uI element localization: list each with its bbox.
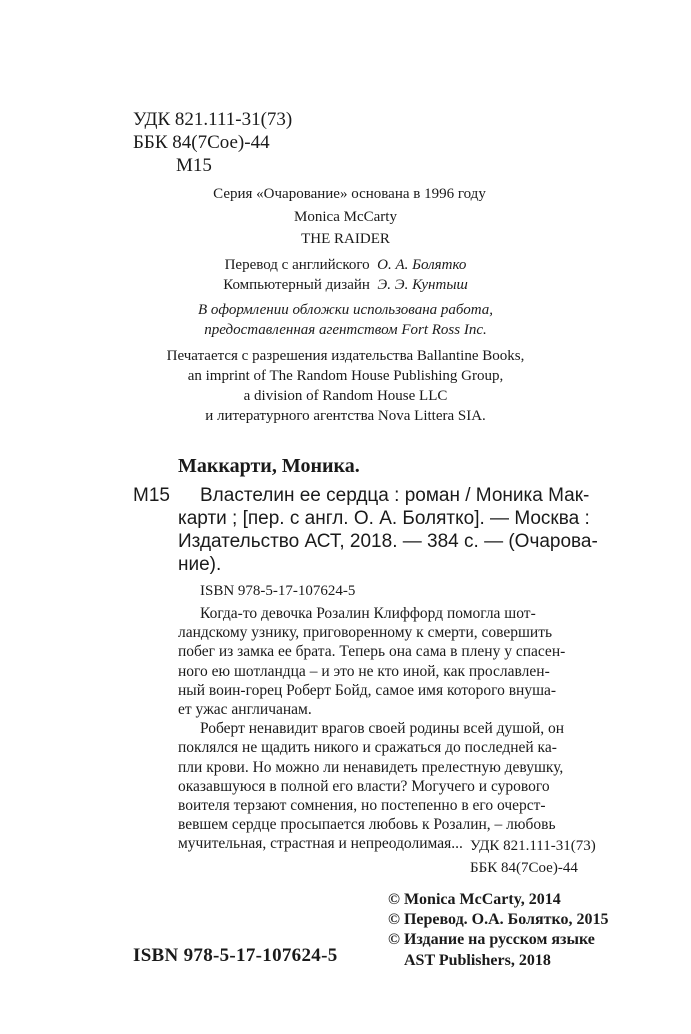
series-line: Серия «Очарование» основана в 1996 году bbox=[213, 186, 486, 202]
author-sign-code: М15 bbox=[176, 155, 212, 176]
annotation-p1-l5: ный воин-горец Роберт Бойд, самое имя которого внуша- bbox=[178, 681, 557, 699]
bbk-code: ББК 84(7Сое)-44 bbox=[133, 132, 270, 153]
entry-line-1: Властелин ее сердца : роман / Моника Мак- bbox=[200, 485, 590, 506]
annotation-p2-l2: поклялся не щадить никого и сражаться до последней ка- bbox=[178, 739, 557, 757]
isbn-large: ISBN 978-5-17-107624-5 bbox=[133, 945, 338, 966]
original-author: Monica McCarty bbox=[294, 209, 397, 225]
annotation-p2-l5: воителя терзают сомнения, но постепенно в его очерст- bbox=[178, 797, 546, 815]
annotation-p1-l3: побег из замка ее брата. Теперь она сама в плену у спасен- bbox=[178, 643, 566, 661]
entry-isbn: ISBN 978-5-17-107624-5 bbox=[200, 583, 356, 599]
entry-line-4: ние). bbox=[178, 554, 222, 575]
annotation-p2-l3: пли крови. Но можно ли ненавидеть прелестную девушку, bbox=[178, 758, 564, 776]
bottom-udk: УДК 821.111-31(73) bbox=[470, 838, 596, 854]
translation-credit bbox=[0, 255, 691, 275]
annotation bbox=[178, 604, 614, 854]
entry-code: М15 bbox=[133, 485, 170, 506]
entry-author-heading: Маккарти, Моника. bbox=[178, 455, 360, 477]
cover-note-line-2: предоставленная агентством Fort Ross Inc. bbox=[204, 322, 487, 338]
udk-code: УДК 821.111-31(73) bbox=[133, 109, 293, 130]
annotation-p2-l1: Роберт ненавидит врагов своей родины всей душой, он bbox=[200, 720, 565, 738]
copyright-line-2: © Перевод. О.А. Болятко, 2015 bbox=[388, 911, 609, 928]
permission-line-2: an imprint of The Random House Publishing Group, bbox=[187, 368, 504, 384]
bottom-bbk: ББК 84(7Сое)-44 bbox=[470, 860, 578, 876]
copyright-line-1: © Monica McCarty, 2014 bbox=[388, 891, 561, 908]
copyright-line-3: © Издание на русском языке bbox=[388, 931, 595, 948]
permission-line-1: Печатается с разрешения издательства Ballantine Books, bbox=[166, 348, 525, 364]
entry-line-3: Издательство АСТ, 2018. — 384 с. — (Очарова- bbox=[178, 531, 598, 552]
annotation-p2-l6: вевшем сердце просыпается любовь к Розалин, – любовь bbox=[178, 816, 556, 834]
cover-note-line-1: В оформлении обложки использована работа, bbox=[197, 302, 493, 318]
design-label: Компьютерный дизайн bbox=[223, 277, 370, 293]
annotation-p1-l2: ландскому узнику, приговоренному к смерти, совершить bbox=[178, 624, 553, 642]
annotation-p1-l1: Когда-то девочка Розалин Клиффорд помогла шот- bbox=[200, 605, 536, 622]
annotation-p2-l4: оказавшуюся в полной его власти? Могучего и сурового bbox=[178, 777, 550, 795]
annotation-p1-l6: ет ужас англичанам. bbox=[178, 701, 312, 719]
translation-label: Перевод с английского bbox=[224, 257, 370, 273]
designer-name: Э. Э. Кунтыш bbox=[377, 277, 468, 293]
entry-line-2: карти ; [пер. с англ. О. А. Болятко]. — Москва : bbox=[178, 508, 590, 529]
design-credit bbox=[0, 275, 691, 295]
permission-line-3: a division of Random House LLC bbox=[243, 388, 448, 404]
copyright-line-4: AST Publishers, 2018 bbox=[404, 952, 551, 969]
permission-line-4: и литературного агентства Nova Littera SIA. bbox=[205, 408, 486, 424]
translator-name: О. А. Болятко bbox=[377, 257, 467, 273]
annotation-p2-l7: мучительная, страстная и непреодолимая... bbox=[178, 835, 463, 853]
original-title: THE RAIDER bbox=[301, 231, 390, 247]
annotation-p1-l4: ного ею шотландца – и это не кто иной, как прославлен- bbox=[178, 662, 550, 680]
